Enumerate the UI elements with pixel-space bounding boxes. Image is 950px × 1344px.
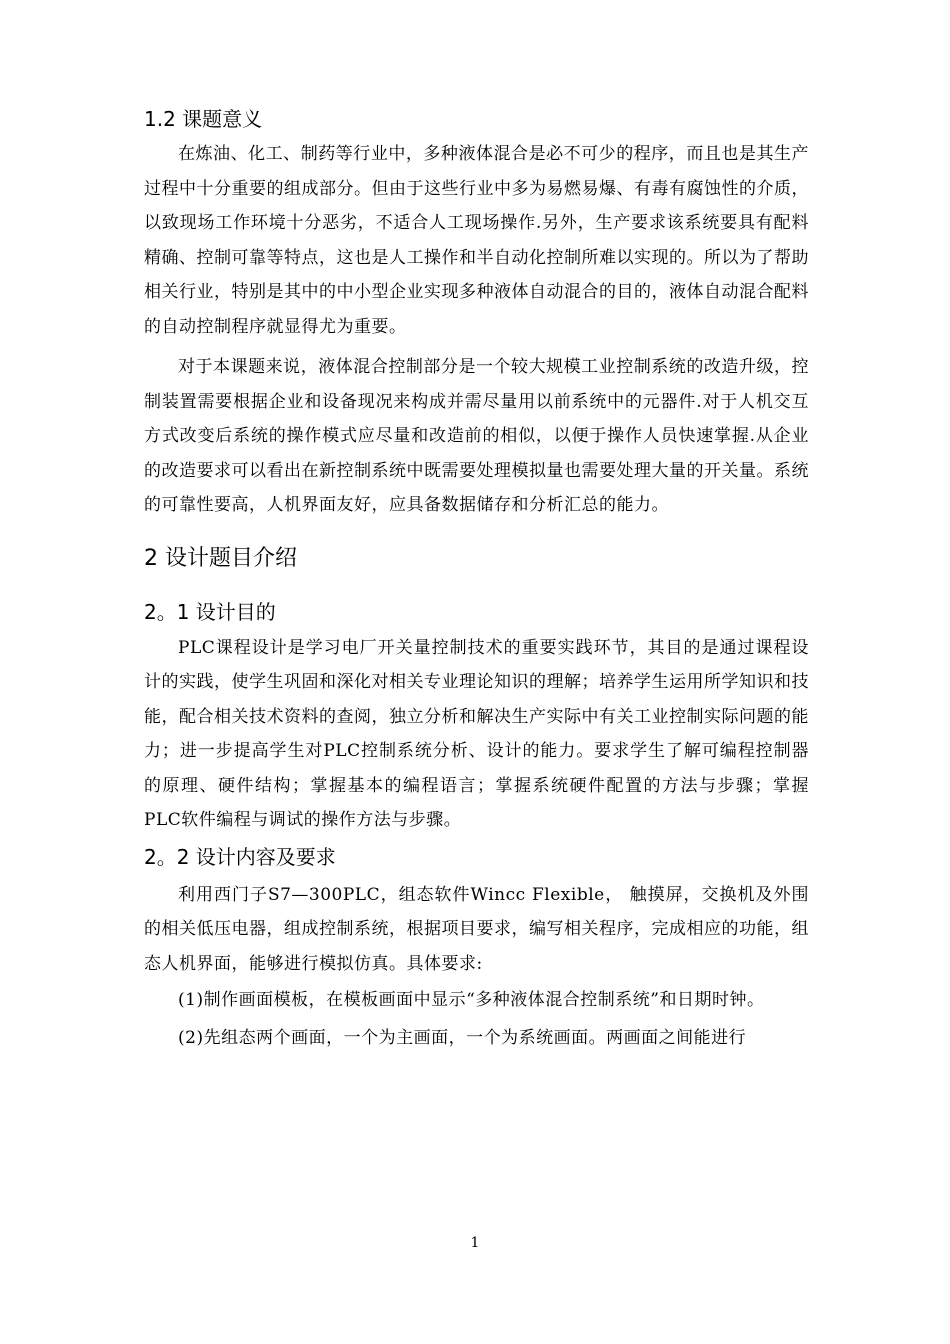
- page-number: 1: [470, 1235, 480, 1251]
- section-2-2-paragraph: 利用西门子S7—300PLC，组态软件Wincc Flexible， 触摸屏，交换机及外围的相关低压电器，组成控制系统，根据项目要求，编写相关程序，完成相应的功能，组态人机界面，能够进行模拟仿真。具体要求:: [144, 884, 809, 974]
- section-1-2-paragraph-1: 在炼油、化工、制药等行业中，多种液体混合是必不可少的程序，而且也是其生产过程中十分重要的组成部分。但由于这些行业中多为易燃易爆、有毒有腐蚀性的介质，以致现场工作环境十分恶劣，不适合人工现场操作.另外，生产要求该系统要具有配料精确、控制可靠等特点，这也是人工操作和半自动化控制所难以实现的。所以为了帮助相关行业，特别是其中的中小型企业实现多种液体自动混合的目的，液体自动混合配料的自动控制程序就显得尤为重要。: [144, 144, 809, 337]
- section-1-2-paragraph-2: 对于本课题来说，液体混合控制部分是一个较大规模工业控制系统的改造升级，控制装置需要根据企业和设备现况来构成并需尽量用以前系统中的元器件.对于人机交互方式改变后系统的操作模式应尽量和改造前的相似，以便于操作人员快速掌握.从企业的改造要求可以看出在新控制系统中既需要处理模拟量也需要处理大量的开关量。系统的可靠性要高，人机界面友好，应具备数据储存和分析汇总的能力。: [144, 357, 809, 515]
- requirement-item-1: (1)制作画面模板，在模板画面中显示“多种液体混合控制系统”和日期时钟。: [178, 990, 765, 1010]
- section-2-1-paragraph: PLC课程设计是学习电厂开关量控制技术的重要实践环节，其目的是通过课程设计的实践，使学生巩固和深化对相关专业理论知识的理解；培养学生运用所学知识和技能，配合相关技术资料的查阅，独立分析和解决生产实际中有关工业控制实际问题的能力；进一步提高学生对PLC控制系统分析、设计的能力。要求学生了解可编程控制器的原理、硬件结构；掌握基本的编程语言；掌握系统硬件配置的方法与步骤；掌握PLC软件编程与调试的操作方法与步骤。: [144, 637, 809, 830]
- section-1-2-heading: 1.2 课题意义: [144, 107, 263, 131]
- section-2-2-heading: 2。2 设计内容及要求: [144, 844, 336, 869]
- requirement-item-2: (2)先组态两个画面，一个为主画面，一个为系统画面。两画面之间能进行: [178, 1027, 747, 1048]
- section-2-1-heading: 2。1 设计目的: [144, 599, 276, 624]
- page-content: [144, 104, 809, 1055]
- section-2-heading: 2 设计题目介绍: [144, 545, 297, 571]
